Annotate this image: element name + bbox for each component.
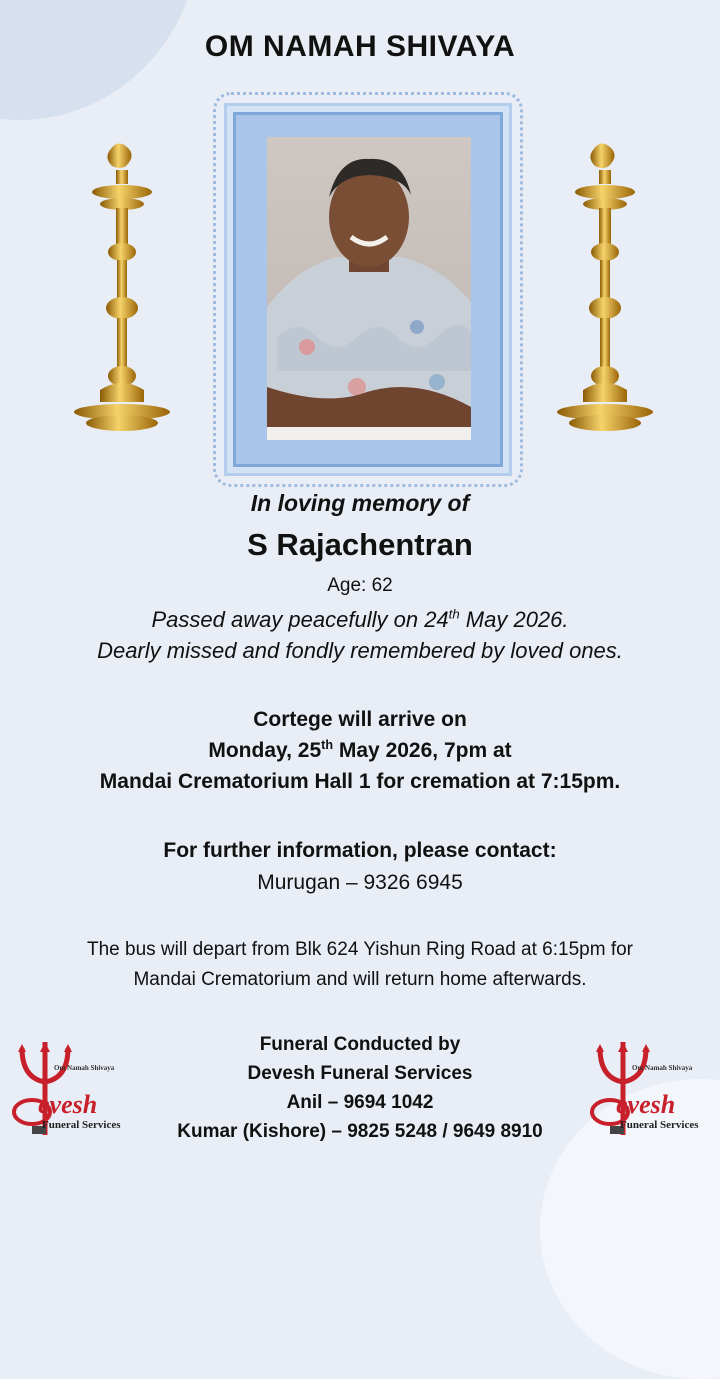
logo-brand: evesh bbox=[616, 1090, 676, 1119]
logo-tagline: Funeral Services bbox=[620, 1119, 699, 1131]
devesh-logo bbox=[580, 1040, 720, 1140]
page-title: OM NAMAH SHIVAYA bbox=[204, 30, 516, 63]
oil-lamp-icon bbox=[555, 140, 655, 440]
passed-line: Passed away peacefully on 24th May 2026. bbox=[151, 606, 569, 632]
age-label: Age: 62 bbox=[327, 575, 393, 596]
remembered-line: Dearly missed and fondly remembered by loved ones. bbox=[97, 638, 623, 663]
funeral-line-3: Anil – 9694 1042 bbox=[286, 1092, 434, 1113]
logo-small-text: Om Namah Shivaya bbox=[54, 1064, 115, 1072]
passing-notice bbox=[0, 604, 720, 666]
bus-details bbox=[0, 935, 720, 995]
cortege-line-3: Mandai Crematorium Hall 1 for cremation at 7:15pm. bbox=[99, 770, 621, 793]
contact-heading: For further information, please contact: bbox=[163, 839, 557, 862]
oil-lamp-icon bbox=[72, 140, 172, 440]
portrait-photo bbox=[267, 137, 471, 440]
cortege-line-2: Monday, 25th May 2026, 7pm at bbox=[208, 738, 512, 762]
funeral-line-1: Funeral Conducted by bbox=[259, 1034, 461, 1055]
logo-small-text: Om Namah Shivaya bbox=[632, 1064, 693, 1072]
contact-person: Murugan – 9326 6945 bbox=[257, 871, 463, 894]
cortege-details bbox=[0, 704, 720, 797]
logo-tagline: Funeral Services bbox=[42, 1119, 121, 1131]
devesh-logo bbox=[2, 1040, 142, 1140]
logo-brand: evesh bbox=[38, 1090, 98, 1119]
memorial-intro: In loving memory of bbox=[250, 490, 470, 516]
cortege-line-1: Cortege will arrive on bbox=[253, 708, 467, 731]
bus-line-2: Mandai Crematorium and will return home afterwards. bbox=[133, 969, 587, 990]
funeral-line-4: Kumar (Kishore) – 9825 5248 / 9649 8910 bbox=[177, 1121, 543, 1142]
deceased-name: S Rajachentran bbox=[247, 527, 473, 562]
bus-line-1: The bus will depart from Blk 624 Yishun Ring Road at 6:15pm for bbox=[86, 939, 633, 960]
funeral-line-2: Devesh Funeral Services bbox=[247, 1063, 473, 1084]
